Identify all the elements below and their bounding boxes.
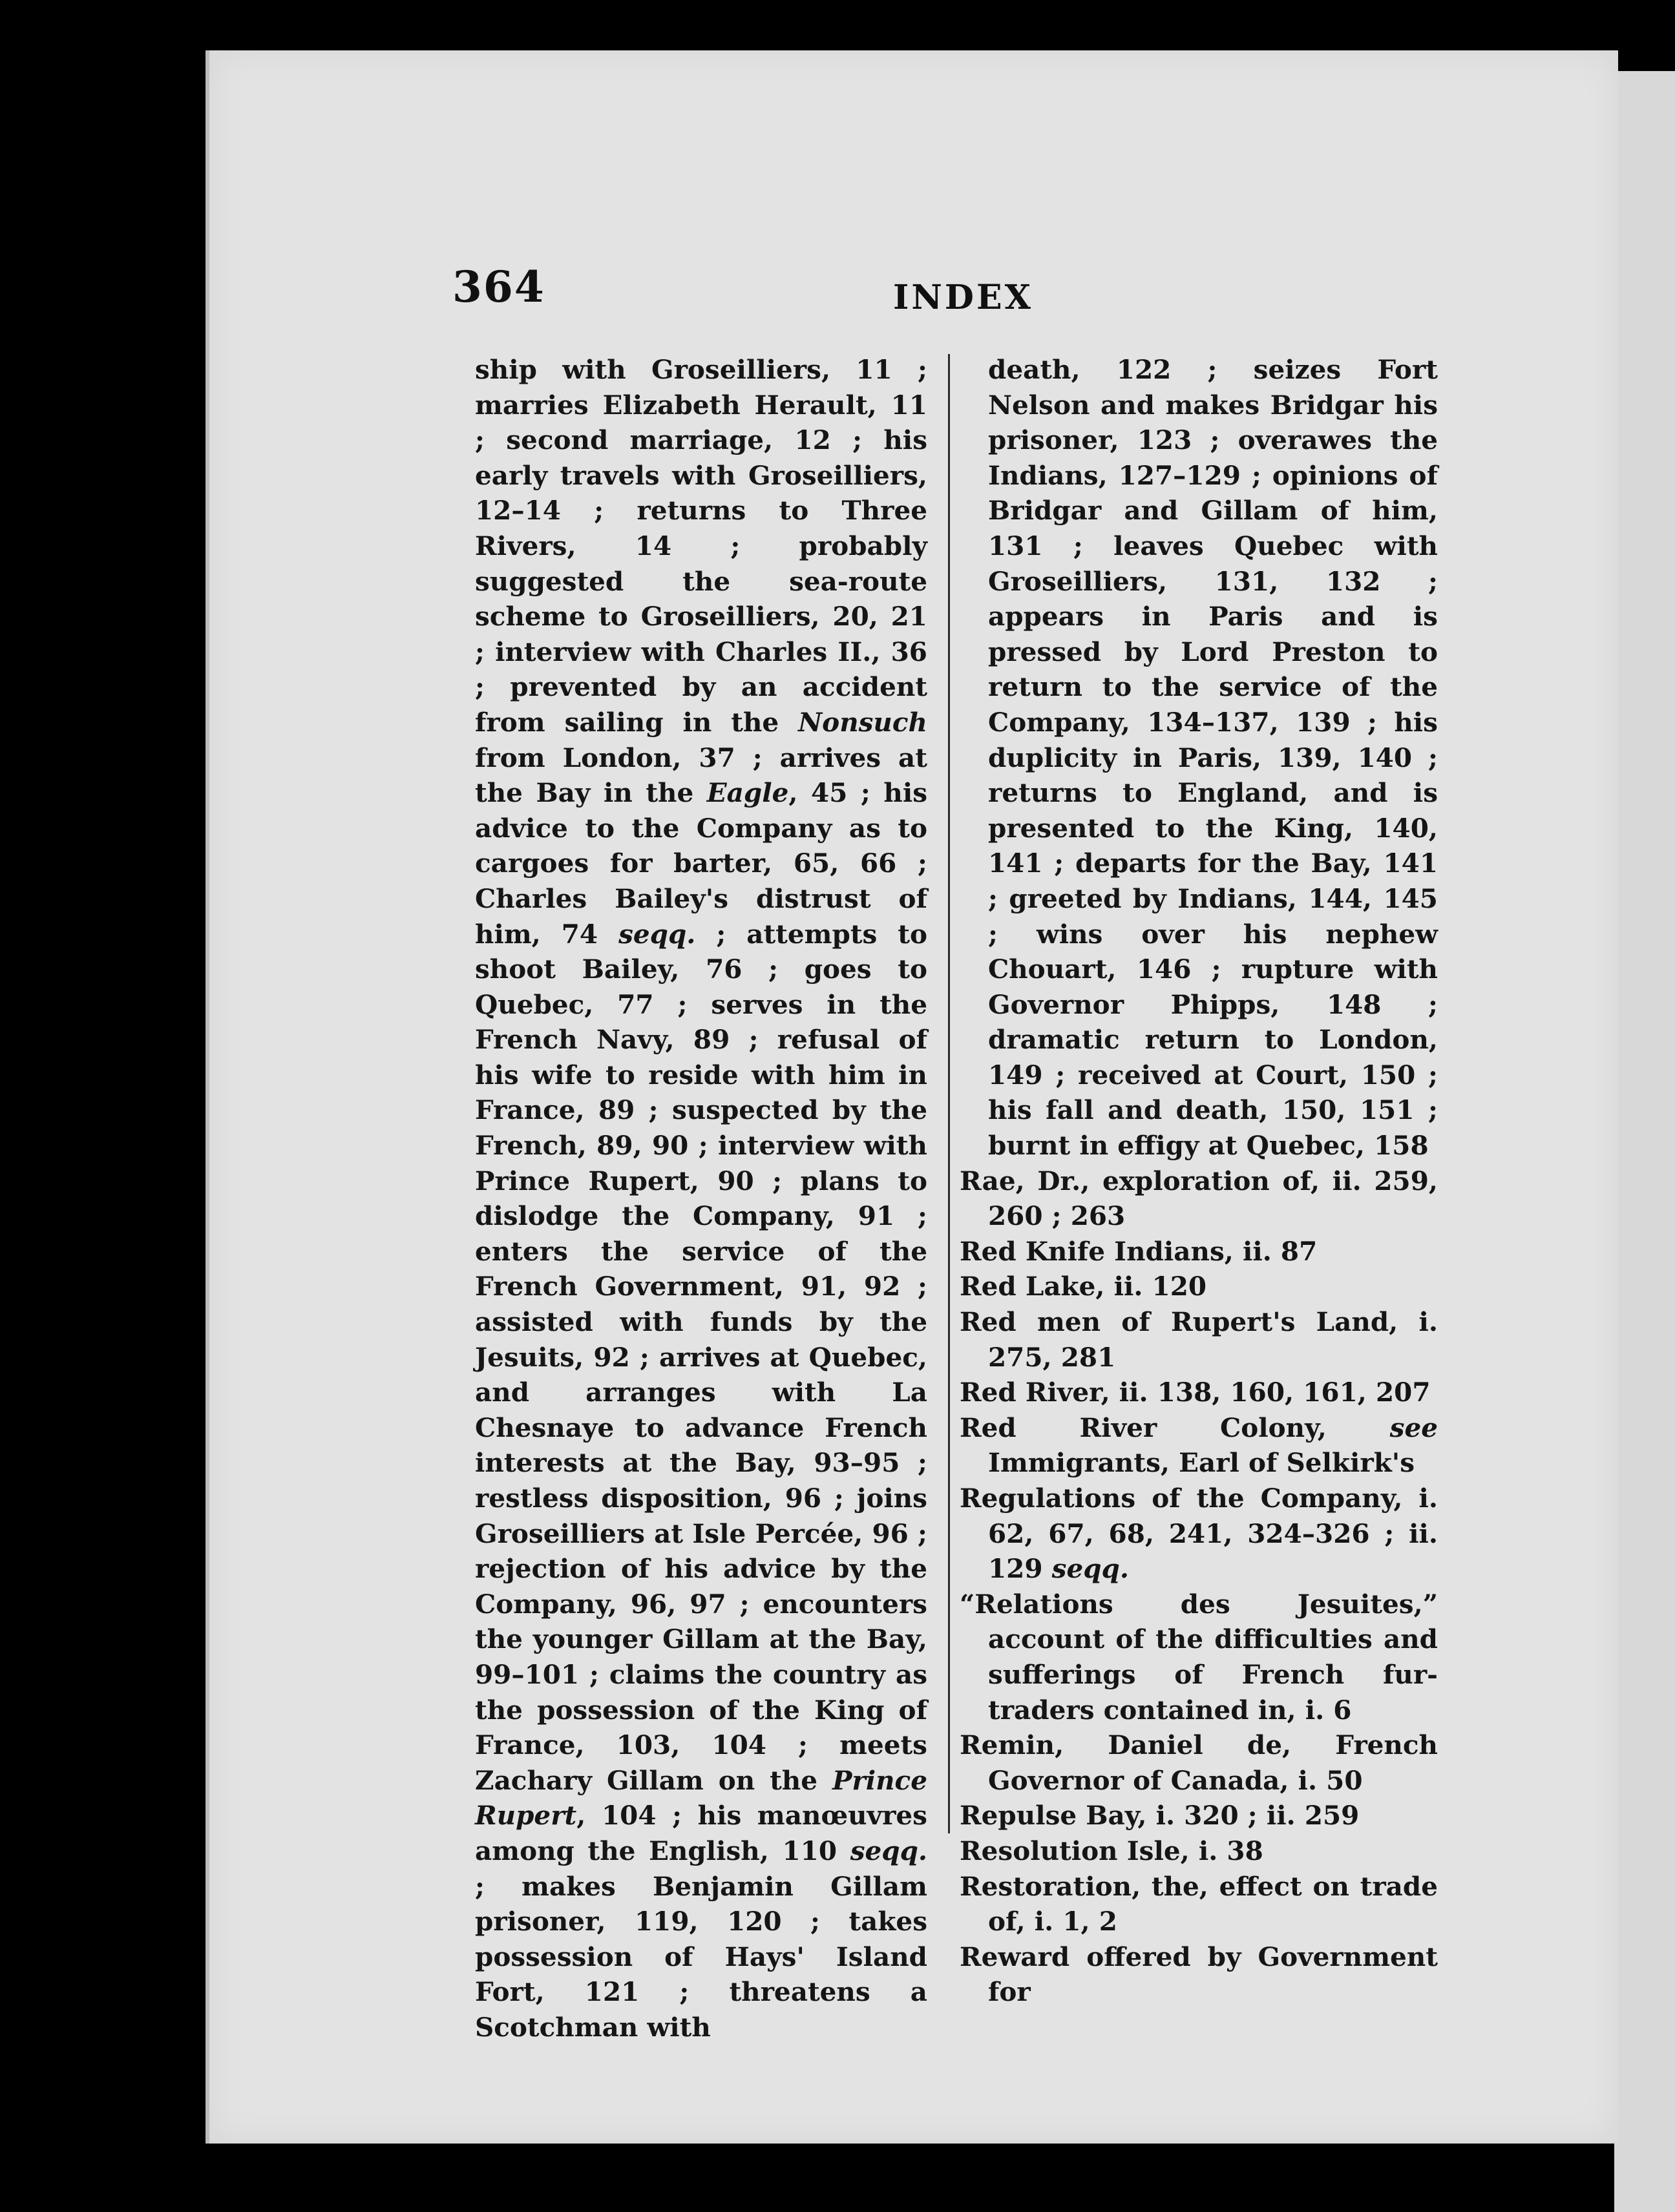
italic-term: seqq. (1051, 1553, 1129, 1585)
index-entry (960, 1587, 1438, 1727)
index-entry (960, 1375, 1438, 1410)
entry-text: Reward offered by Government for (960, 1941, 1438, 2008)
entry-text: “Relations des Jesuites,” account of the difficulties and sufferings of French fur-traders contained in, i. 6 (960, 1588, 1438, 1726)
italic-term: Eagle (706, 777, 789, 809)
entry-text: ; attempts to shoot Bailey, 76 ; goes to Quebec, 77 ; serves in the French Navy, 89 ; refusal of his wife to reside with him in France, 89 ; suspected by the French, 89, 90 ; interview with Prince Rupert, 90 ; plans to dislodge the Company, 91 ; enters the service of the French Government, 91, 92 ; assisted with funds by the Jesuits, 92 ; arrives at Quebec, and arranges with La Chesnaye to advance French interests at the Bay, 93–95 ; restless disposition, 96 ; joins Groseilliers at Isle Percée, 96 ; rejection of his advice by the Company, 96, 97 ; encounters the younger Gillam at the Bay, 99–101 ; claims the country as the possession of the King of France, 103, 104 ; meets Zachary Gillam on the (475, 918, 928, 1796)
index-entry-continuation (475, 352, 927, 2045)
index-entry (960, 1939, 1438, 2010)
entry-text: from London, 37 ; arrives at the Bay in the (475, 742, 927, 809)
running-head: INDEX (893, 278, 1033, 317)
entry-text: Regulations of the Company, i. 62, 67, 68, 241, 324–326 ; ii. 129 (960, 1483, 1438, 1585)
entry-text: Immigrants, Earl of Selkirk's (988, 1447, 1415, 1479)
entry-text: Restoration, the, effect on trade of, i. 1, 2 (960, 1870, 1438, 1937)
index-entry-continuation: death, 122 ; seizes Fort Nelson and makes Bridgar his prisoner, 123 ; overawes the Indians, 127–129 ; opinions of Bridgar and Gillam of him, 131 ; leaves Quebec with Groseilliers, 131, 132 ; appears in Paris and is pressed by Lord Preston to return to the service of the Company, 134–137, 139 ; his duplicity in Paris, 139, 140 ; returns to England, and is presented to the King, 140, 141 ; departs for the Bay, 141 ; greeted by Indians, 144, 145 ; wins over his nephew Chouart, 146 ; rupture with Governor Phipps, 148 ; dramatic return to London, 149 ; received at Court, 150 ; his fall and death, 150, 151 ; burnt in effigy at Quebec, 158 (988, 354, 1438, 1162)
index-entry (960, 1869, 1438, 1939)
index-entry (960, 1234, 1438, 1269)
index-entry (960, 1269, 1438, 1304)
index-entry (960, 1798, 1438, 1833)
entry-text: Red men of Rupert's Land, i. 275, 281 (960, 1306, 1438, 1373)
entry-text: Red Lake, ii. 120 (960, 1271, 1207, 1302)
entry-text: Red River Colony, (960, 1412, 1390, 1443)
entry-text: ; makes Benjamin Gillam prisoner, 119, 120 ; takes possession of Hays' Island Fort, 121 ; threatens a Scotchman with (475, 1870, 927, 2043)
index-entry (960, 1410, 1438, 1481)
adjacent-page-edge (1614, 71, 1675, 2212)
entry-text: Red Knife Indians, ii. 87 (960, 1235, 1318, 1267)
entry-text: , 104 ; his manœuvres among the English, 110 (475, 1800, 927, 1866)
italic-term: Nonsuch (798, 706, 927, 738)
index-entries (960, 1163, 1438, 2010)
italic-term: seqq. (850, 1835, 927, 1866)
entry-text: ship with Groseilliers, 11 ; marries Elizabeth Herault, 11 ; second marriage, 12 ; his early travels with Groseilliers, 12–14 ; returns to Three Rivers, 14 ; probably suggested the sea-route scheme to Groseilliers, 20, 21 ; interview with Charles II., 36 ; prevented by an accident from sailing in the (475, 354, 927, 738)
italic-term: Prince Rupert (475, 1764, 927, 1831)
entry-text: Remin, Daniel de, French Governor of Canada, i. 50 (960, 1729, 1438, 1796)
index-entry (960, 1481, 1438, 1587)
italic-term: seqq. (618, 918, 696, 950)
index-left-column (475, 352, 927, 2045)
italic-term: see (1389, 1412, 1438, 1443)
index-entry (960, 1727, 1438, 1798)
index-right-column (960, 352, 1438, 2010)
entry-text: Resolution Isle, i. 38 (960, 1835, 1263, 1866)
entry-text: Repulse Bay, i. 320 ; ii. 259 (960, 1800, 1360, 1831)
index-entry (960, 1833, 1438, 1869)
entry-text: Rae, Dr., exploration of, ii. 259, 260 ; 263 (960, 1165, 1438, 1232)
index-entry (960, 1304, 1438, 1375)
column-divider (948, 354, 950, 1833)
index-entry (960, 1163, 1438, 1234)
entry-text: Red River, ii. 138, 160, 161, 207 (960, 1377, 1431, 1408)
entry-text: , 45 ; his advice to the Company as to cargoes for barter, 65, 66 ; Charles Bailey's distrust of him, 74 (475, 777, 928, 950)
page-number: 364 (452, 262, 545, 312)
